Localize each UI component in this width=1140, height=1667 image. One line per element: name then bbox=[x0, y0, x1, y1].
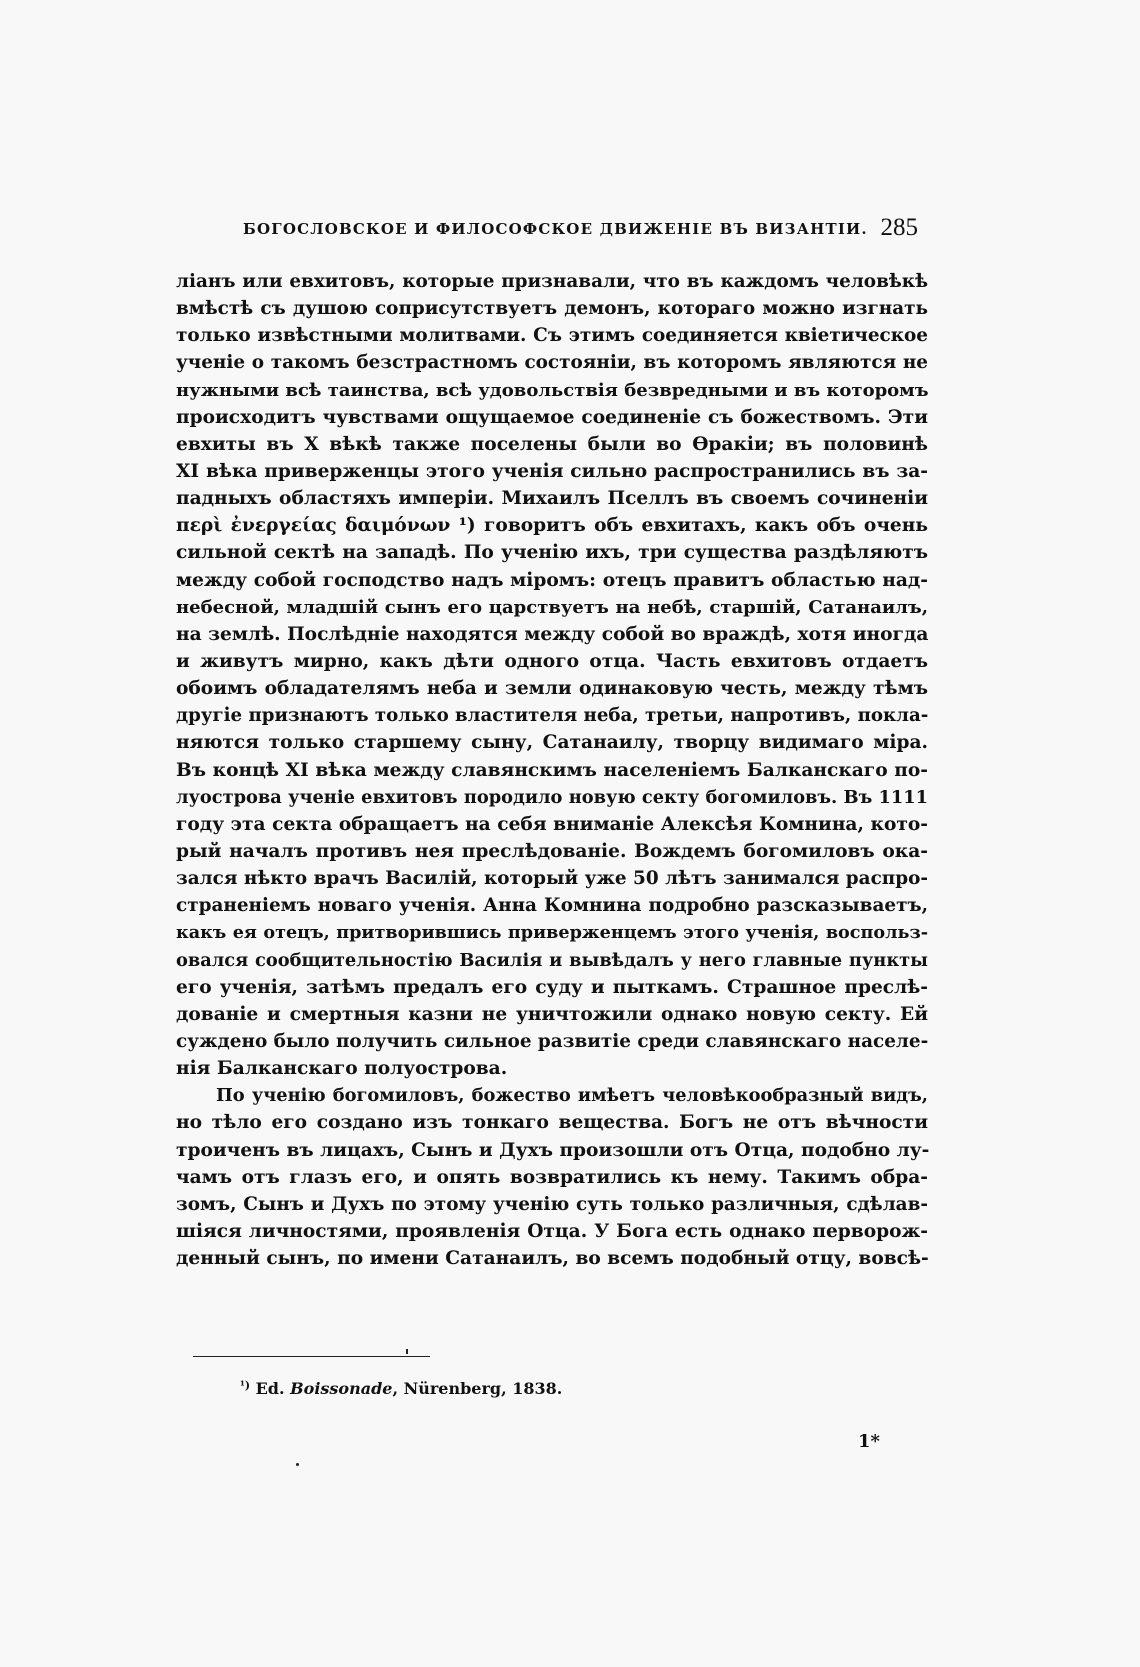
footnote bbox=[240, 1379, 562, 1398]
running-head: БОГОСЛОВСКОЕ И ФИЛОСОФСКОЕ ДВИЖЕНІЕ ВЪ ВИЗАНТІИ. bbox=[243, 220, 868, 238]
text-line: суждено было получить сильное развитіе среди славянскаго населе- bbox=[176, 1030, 929, 1052]
text-line: дованіе и смертныя казни не уничтожили однако новую секту. Ей bbox=[176, 1003, 928, 1025]
text-line-paragraph-start: По ученію богомиловъ, божество имѣетъ человѣкообразный видъ, bbox=[216, 1085, 928, 1107]
text-line: денный сынъ, по имени Сатанаилъ, во всемъ подобный отцу, вовсѣ- bbox=[176, 1248, 929, 1270]
text-line: луострова ученіе евхитовъ породило новую секту богомиловъ. Въ 1111 bbox=[176, 786, 928, 808]
text-line: шіяся личностями, проявленія Отца. У Бога есть однако перворож- bbox=[176, 1220, 928, 1242]
text-line: зался нѣкто врачъ Василій, который уже 50 лѣтъ занимался распро- bbox=[176, 868, 928, 890]
text-line: падныхъ областяхъ имперіи. Михаилъ Пселлъ въ своемъ сочиненіи bbox=[176, 488, 928, 510]
print-speck bbox=[296, 1463, 299, 1466]
text-line: ученіе о такомъ безстрастномъ состояніи, въ которомъ являются не bbox=[176, 352, 928, 374]
text-line: какъ ея отецъ, притворившись приверженцемъ этого ученія, воспольз- bbox=[176, 922, 928, 944]
text-line: XI вѣка приверженцы этого ученія сильно распространились въ за- bbox=[176, 460, 928, 482]
printer-signature: 1* bbox=[858, 1431, 880, 1452]
text-line: нія Балканскаго полуострова. bbox=[176, 1058, 508, 1080]
page-number: 285 bbox=[880, 214, 918, 241]
text-line: и живутъ мирно, какъ дѣти одного отца. Часть евхитовъ отдаетъ bbox=[176, 650, 928, 672]
text-line: περὶ ἐνεργείας δαιμόνων ¹) говоритъ объ евхитахъ, какъ объ очень bbox=[176, 515, 928, 537]
body-text bbox=[176, 268, 928, 1272]
footnote-prefix: Ed. bbox=[255, 1379, 285, 1398]
text-line: только извѣстными молитвами. Съ этимъ соединяется квіетическое bbox=[176, 325, 928, 347]
text-line: зомъ, Сынъ и Духъ по этому ученію суть только различныя, сдѣлав- bbox=[176, 1193, 928, 1215]
text-line: происходитъ чувствами ощущаемое соединеніе съ божествомъ. Эти bbox=[176, 406, 928, 428]
text-line: небесной, младшій сынъ его царствуетъ на небѣ, старшій, Сатанаилъ, bbox=[176, 596, 928, 618]
text-line: рый началъ противъ нея преслѣдованіе. Вождемъ богомиловъ ока- bbox=[176, 840, 928, 862]
footnote-mark: ¹) bbox=[240, 1379, 251, 1392]
page-header bbox=[243, 214, 918, 246]
text-line: ліанъ или евхитовъ, которые признавали, что въ каждомъ человѣкѣ bbox=[176, 271, 928, 292]
print-speck bbox=[406, 1349, 408, 1354]
text-line: обоимъ обладателямъ неба и земли одинаковую честь, между тѣмъ bbox=[176, 678, 928, 700]
text-line: но тѣло его создано изъ тонкаго вещества. Богъ не отъ вѣчности bbox=[176, 1112, 928, 1134]
text-line: Въ концѣ XI вѣка между славянскимъ населеніемъ Балканскаго по- bbox=[176, 759, 928, 781]
footnote-rule bbox=[193, 1356, 430, 1357]
text-line: чамъ отъ глазъ его, и опять возвратились къ нему. Такимъ обра- bbox=[176, 1166, 928, 1188]
footnote-rest: , Nürenberg, 1838. bbox=[392, 1379, 563, 1398]
text-line: сильной сектѣ на западѣ. По ученію ихъ, три существа раздѣляютъ bbox=[176, 542, 928, 564]
text-line: троиченъ въ лицахъ, Сынъ и Духъ произошли отъ Отца, подобно лу- bbox=[176, 1139, 930, 1161]
text-line: другіе признаютъ только властителя неба, третьи, напротивъ, покла- bbox=[176, 705, 929, 727]
text-line: вмѣстѣ съ душою соприсутствуетъ демонъ, котораго можно изгнать bbox=[176, 298, 928, 320]
text-line: евхиты въ X вѣкѣ также поселены были во Ѳракіи; въ половинѣ bbox=[176, 433, 928, 455]
text-line: его ученія, затѣмъ предалъ его суду и пыткамъ. Страшное преслѣ- bbox=[176, 976, 928, 998]
footnote-editor: Boissonade bbox=[290, 1379, 393, 1398]
text-line: нужными всѣ таинства, всѣ удовольствія безвредными и въ которомъ bbox=[176, 379, 929, 401]
text-line: овался сообщительностію Василія и вывѣдалъ у него главные пункты bbox=[176, 949, 928, 971]
text-line: страненіемъ новаго ученія. Анна Комнина подробно разсказываетъ, bbox=[176, 895, 928, 917]
text-line: няются только старшему сыну, Сатанаилу, творцу видимаго міра. bbox=[176, 732, 928, 754]
text-line: на землѣ. Послѣдніе находятся между собой во враждѣ, хотя иногда bbox=[176, 623, 929, 645]
text-line: между собой господство надъ міромъ: отецъ правитъ областью над- bbox=[176, 569, 928, 591]
text-line: году эта секта обращаетъ на себя вниманіе Алексѣя Комнина, кото- bbox=[176, 813, 928, 835]
